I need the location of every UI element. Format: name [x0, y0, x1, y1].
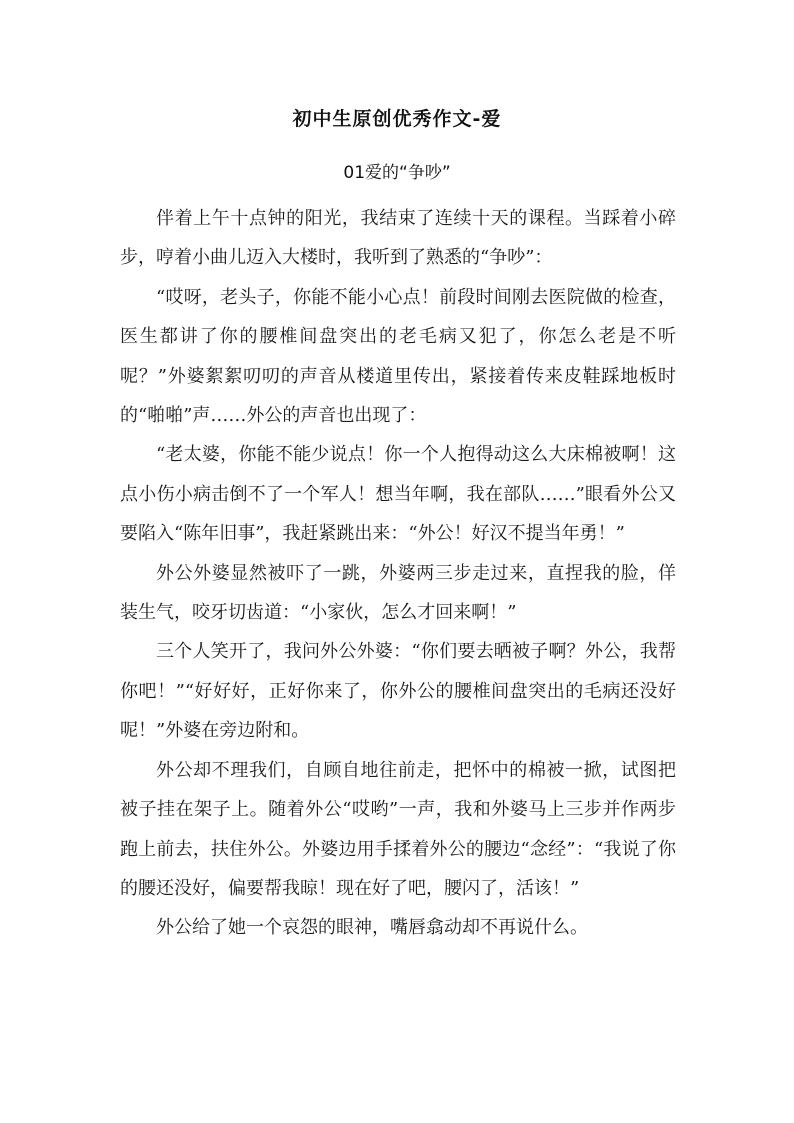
- document-title: 初中生原创优秀作文-爱: [292, 108, 502, 130]
- paragraph: “哎呀，老头子，你能不能小心点！前段时间刚去医院做的检查，医生都讲了你的腰椎间盘突出的老毛病又犯了，你怎么老是不听呢？”外婆絮絮叨叨的声音从楼道里传出，紧接着传来皮鞋踩地板时的“啪啪”声……外公的声音也出现了：: [120, 286, 676, 427]
- paragraph: 外公外婆显然被吓了一跳，外婆两三步走过来，直捏我的脸，佯装生气，咬牙切齿道：“小家伙，怎么才回来啊！”: [120, 562, 676, 624]
- paragraph: 外公给了她一个哀怨的眼神，嘴唇翕动却不再说什么。: [156, 917, 588, 939]
- paragraph: 三个人笑开了，我问外公外婆：“你们要去晒被子啊？外公，我帮你吧！”“好好好，正好你来了，你外公的腰椎间盘突出的毛病还没好呢！”外婆在旁边附和。: [120, 641, 676, 742]
- section-heading: 01爱的“争吵”: [343, 163, 451, 183]
- paragraph: 伴着上午十点钟的阳光，我结束了连续十天的课程。当踩着小碎步，哼着小曲儿迈入大楼时，我听到了熟悉的“争吵”：: [120, 208, 676, 269]
- paragraph: 外公却不理我们，自顾自地往前走，把怀中的棉被一掀，试图把被子挂在架子上。随着外公“哎哟”一声，我和外婆马上三步并作两步跑上前去，扶住外公。外婆边用手揉着外公的腰边“念经”：“我说了你的腰还没好，偏要帮我晾！现在好了吧，腰闪了，活该！”: [120, 759, 676, 899]
- document-body: [120, 199, 676, 948]
- paragraph: “老太婆，你能不能少说点！你一个人抱得动这么大床棉被啊！这点小伤小病击倒不了一个军人！想当年啊，我在部队……”眼看外公又要陷入“陈年旧事”，我赶紧跳出来：“外公！好汉不提当年勇！”: [120, 444, 676, 545]
